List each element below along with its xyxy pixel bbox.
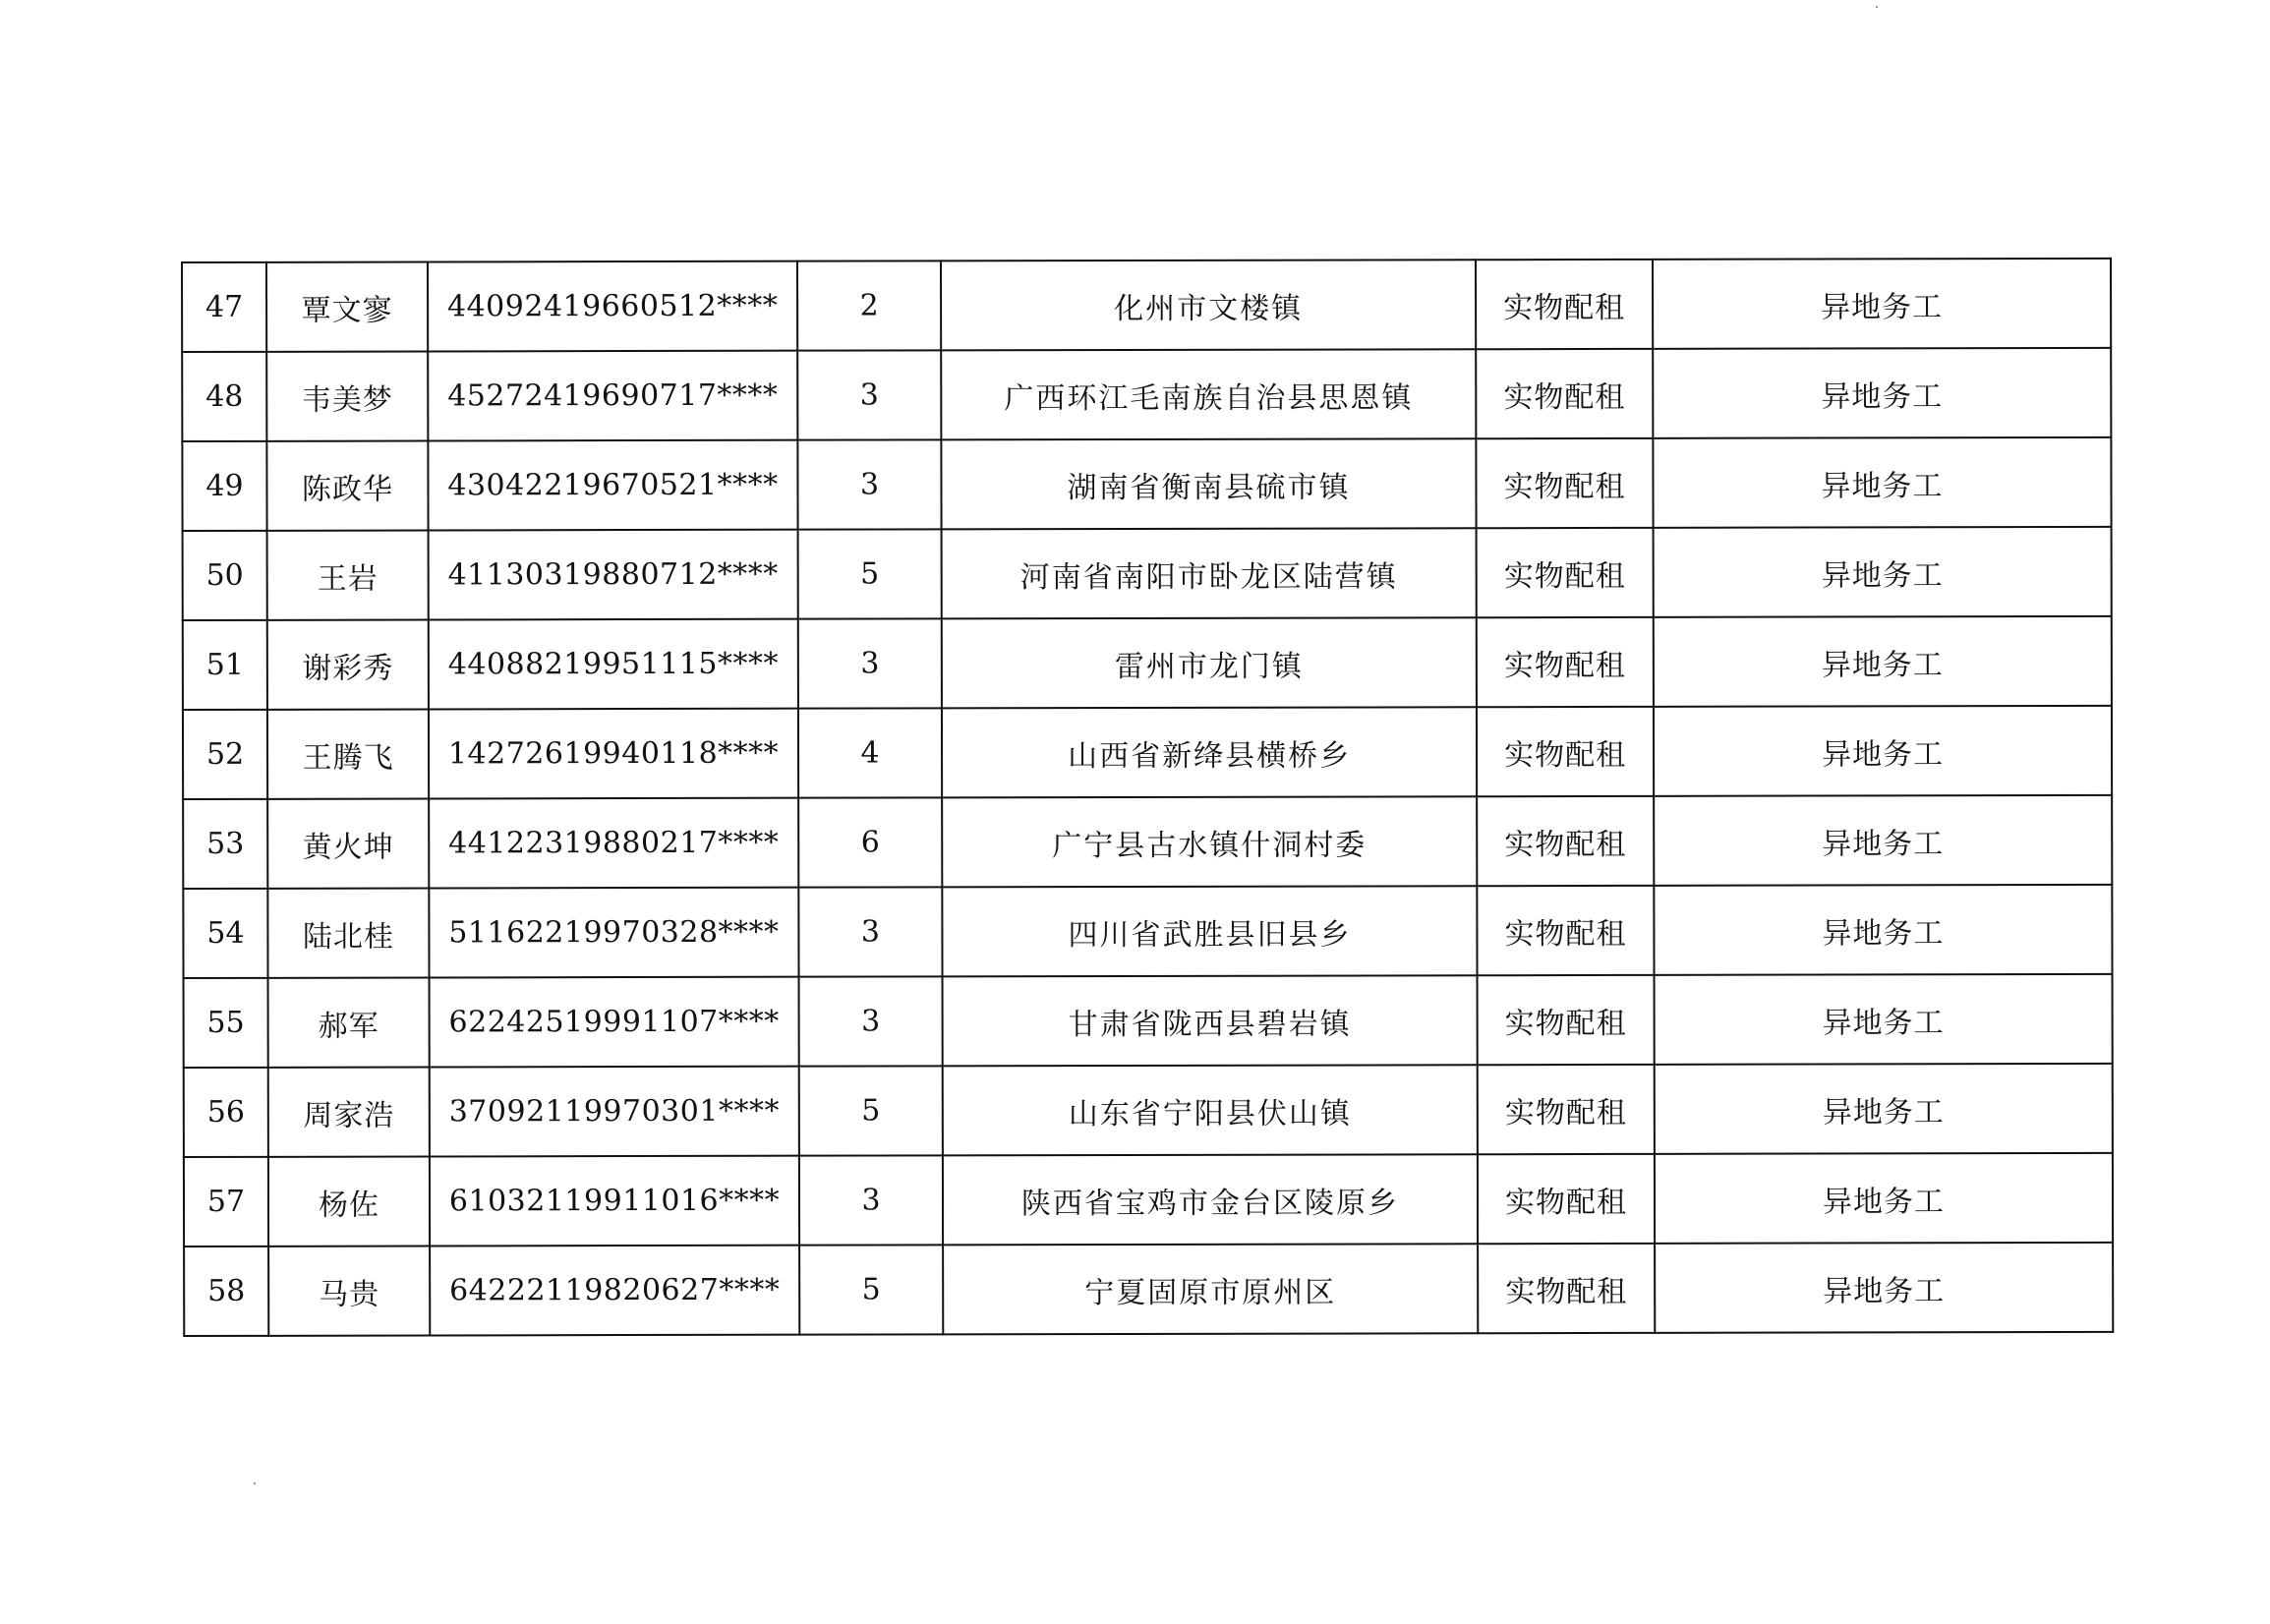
id-number-cell: 37092119970301**** (430, 1067, 799, 1157)
eligibility-reason-cell: 异地务工 (1653, 437, 2111, 528)
applicant-name-cell: 郝军 (268, 977, 430, 1067)
applicant-table (181, 258, 2114, 1337)
id-number-cell: 62242519991107**** (430, 977, 799, 1068)
eligibility-reason-cell: 异地务工 (1653, 259, 2111, 349)
id-number-cell: 51162219970328**** (429, 888, 798, 978)
eligibility-reason-cell: 异地务工 (1654, 616, 2112, 707)
household-address-cell: 甘肃省陇西县碧岩镇 (943, 975, 1478, 1066)
household-address-cell: 陕西省宝鸡市金台区陵原乡 (943, 1154, 1478, 1245)
household-address-cell: 广宁县古水镇什洞村委 (942, 796, 1477, 887)
table-row (183, 885, 2112, 978)
eligibility-reason-cell: 异地务工 (1654, 527, 2112, 617)
allocation-method-cell: 实物配租 (1478, 1065, 1655, 1154)
household-address-cell: 广西环江毛南族自治县思恩镇 (941, 349, 1476, 439)
household-size-cell: 5 (799, 1245, 943, 1334)
table-row (184, 1064, 2113, 1157)
applicant-name-cell: 周家浩 (268, 1067, 430, 1156)
allocation-method-cell: 实物配租 (1477, 617, 1654, 707)
allocation-method-cell: 实物配租 (1478, 1244, 1655, 1333)
eligibility-reason-cell: 异地务工 (1653, 348, 2111, 438)
table-row (184, 974, 2113, 1068)
table-row (182, 348, 2111, 441)
household-address-cell: 河南省南阳市卧龙区陆营镇 (942, 528, 1477, 618)
applicant-name-cell: 陈政华 (266, 440, 428, 530)
household-size-cell: 3 (799, 1155, 943, 1245)
row-number-cell: 50 (183, 531, 267, 620)
allocation-method-cell: 实物配租 (1477, 886, 1654, 975)
id-number-cell: 41130319880712**** (429, 530, 798, 620)
allocation-method-cell: 实物配租 (1478, 1154, 1655, 1244)
table-row (183, 795, 2112, 889)
household-size-cell: 6 (798, 797, 942, 887)
eligibility-reason-cell: 异地务工 (1654, 885, 2112, 975)
id-number-cell: 44122319880217**** (429, 798, 798, 889)
household-size-cell: 3 (798, 618, 942, 708)
household-size-cell: 4 (798, 708, 942, 797)
household-size-cell: 3 (797, 439, 941, 529)
applicant-name-cell: 王腾飞 (267, 709, 429, 798)
table-row (183, 616, 2112, 710)
table-row (182, 259, 2111, 352)
eligibility-reason-cell: 异地务工 (1654, 795, 2112, 886)
row-number-cell: 49 (182, 441, 266, 531)
id-number-cell: 44088219951115**** (429, 619, 798, 710)
row-number-cell: 48 (182, 352, 266, 441)
eligibility-reason-cell: 异地务工 (1655, 974, 2113, 1065)
household-address-cell: 宁夏固原市原州区 (943, 1244, 1478, 1334)
id-number-cell: 61032119911016**** (430, 1156, 799, 1247)
applicant-name-cell: 韦美梦 (266, 351, 428, 440)
eligibility-reason-cell: 异地务工 (1654, 706, 2112, 796)
row-number-cell: 55 (184, 978, 268, 1068)
household-address-cell: 四川省武胜县旧县乡 (942, 886, 1477, 976)
table-row (184, 1243, 2113, 1336)
household-address-cell: 山东省宁阳县伏山镇 (943, 1065, 1478, 1155)
eligibility-reason-cell: 异地务工 (1655, 1243, 2113, 1333)
household-address-cell: 雷州市龙门镇 (942, 617, 1477, 708)
household-size-cell: 5 (798, 529, 942, 618)
household-size-cell: 2 (797, 261, 941, 350)
household-address-cell: 山西省新绛县横桥乡 (942, 707, 1477, 797)
eligibility-reason-cell: 异地务工 (1655, 1064, 2113, 1154)
row-number-cell: 51 (183, 620, 267, 710)
table-row (183, 706, 2112, 799)
household-size-cell: 3 (799, 976, 943, 1066)
applicant-name-cell: 王岩 (267, 530, 429, 619)
row-number-cell: 58 (184, 1247, 268, 1336)
applicant-name-cell: 谢彩秀 (267, 619, 429, 709)
household-size-cell: 3 (798, 887, 942, 976)
eligibility-reason-cell: 异地务工 (1655, 1153, 2113, 1244)
allocation-method-cell: 实物配租 (1478, 975, 1655, 1065)
allocation-method-cell: 实物配租 (1476, 260, 1653, 349)
id-number-cell: 14272619940118**** (429, 709, 798, 799)
allocation-method-cell: 实物配租 (1476, 438, 1653, 528)
row-number-cell: 57 (184, 1157, 268, 1247)
row-number-cell: 56 (184, 1068, 268, 1157)
scan-speck (1876, 6, 1878, 8)
id-number-cell: 45272419690717**** (428, 351, 797, 441)
row-number-cell: 47 (182, 262, 266, 352)
applicant-name-cell: 覃文寥 (266, 261, 428, 351)
row-number-cell: 53 (183, 799, 267, 889)
table-row (183, 527, 2112, 620)
applicant-name-cell: 马贵 (268, 1246, 430, 1335)
scan-speck (254, 1482, 256, 1484)
household-size-cell: 5 (799, 1066, 943, 1155)
applicant-name-cell: 陆北桂 (267, 888, 429, 977)
table-body (182, 259, 2113, 1336)
allocation-method-cell: 实物配租 (1477, 707, 1654, 796)
id-number-cell: 43042219670521**** (428, 440, 797, 531)
household-address-cell: 湖南省衡南县硫市镇 (941, 438, 1476, 529)
row-number-cell: 52 (183, 710, 267, 799)
applicant-name-cell: 黄火坤 (267, 798, 429, 888)
allocation-method-cell: 实物配租 (1476, 349, 1653, 438)
id-number-cell: 64222119820627**** (430, 1246, 799, 1336)
allocation-method-cell: 实物配租 (1477, 796, 1654, 886)
table-row (182, 437, 2111, 531)
row-number-cell: 54 (183, 889, 267, 978)
id-number-cell: 44092419660512**** (428, 261, 797, 352)
allocation-method-cell: 实物配租 (1477, 528, 1654, 617)
household-size-cell: 3 (797, 350, 941, 439)
table-row (184, 1153, 2113, 1247)
household-address-cell: 化州市文楼镇 (941, 260, 1476, 350)
applicant-name-cell: 杨佐 (268, 1156, 430, 1246)
